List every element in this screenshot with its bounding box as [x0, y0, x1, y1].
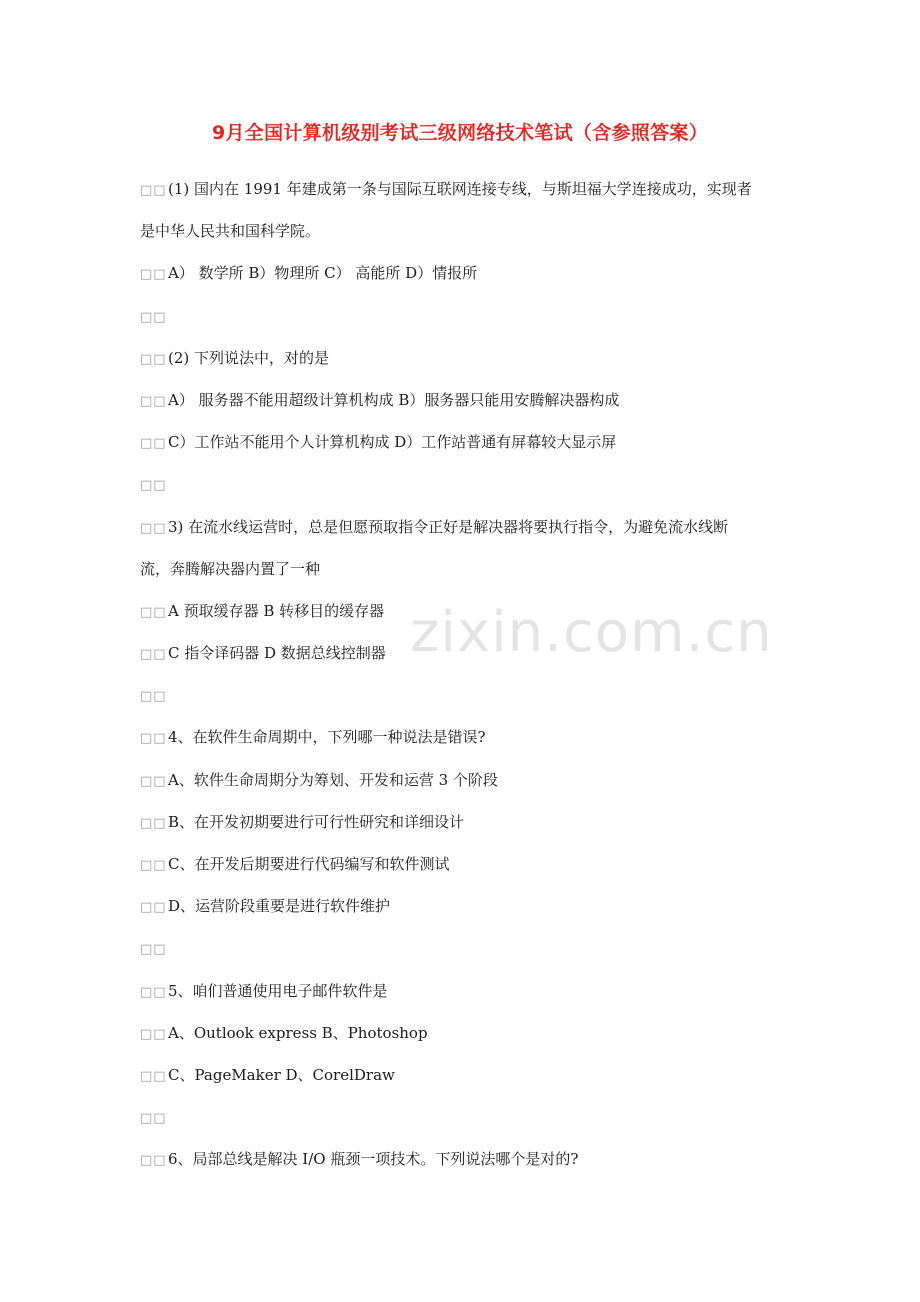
document-line [140, 210, 790, 252]
document-line [140, 337, 790, 379]
indent-marker: □□ [140, 731, 167, 747]
indent-marker: □□ [140, 1111, 167, 1127]
line-text: A） 数学所 B）物理所 C） 高能所 D）情报所 [168, 264, 478, 283]
indent-marker: □□ [140, 267, 167, 283]
line-text: 3) 在流水线运营时，总是但愿预取指令正好是解决器将要执行指令，为避免流水线断 [168, 517, 729, 536]
line-text: C）工作站不能用个人计算机构成 D）工作站普通有屏幕较大显示屏 [168, 433, 617, 452]
line-text: B、在开发初期要进行可行性研究和详细设计 [168, 812, 465, 831]
indent-marker: □□ [140, 858, 167, 873]
indent-marker: □□ [140, 647, 167, 663]
document-line [140, 1138, 790, 1180]
document-line [140, 632, 790, 674]
document-line [140, 252, 790, 294]
line-text: 5、咱们普通使用电子邮件软件是 [168, 981, 388, 1000]
indent-marker: □□ [140, 773, 167, 789]
line-text: A 预取缓存器 B 转移目的缓存器 [168, 601, 385, 620]
document-line [140, 1012, 790, 1054]
document-line [140, 295, 790, 337]
indent-marker: □□ [140, 1026, 167, 1042]
document-line [140, 759, 790, 801]
document-line [140, 674, 790, 716]
document-line [140, 970, 790, 1012]
document-line [140, 379, 790, 421]
indent-marker: □□ [140, 815, 167, 831]
document-line [140, 548, 790, 590]
document-line [140, 506, 790, 548]
line-text: C、在开发后期要进行代码编写和软件测试 [168, 855, 450, 873]
line-text: 6、局部总线是解决 I/O 瓶颈一项技术。下列说法哪个是对的? [168, 1150, 579, 1169]
line-text: C 指令译码器 D 数据总线控制器 [168, 644, 386, 663]
line-text: A、软件生命周期分为筹划、开发和运营 3 个阶段 [168, 770, 498, 789]
line-text: 流，奔腾解决器内置了一种 [140, 559, 321, 578]
document-line [140, 590, 790, 632]
line-text: A） 服务器不能用超级计算机构成 B）服务器只能用安腾解决器构成 [168, 390, 620, 409]
indent-marker: □□ [140, 351, 167, 367]
line-text: 是中华人民共和国科学院。 [140, 222, 321, 241]
indent-marker: □□ [140, 183, 167, 198]
document-line [140, 801, 790, 843]
indent-marker: □□ [140, 942, 167, 958]
document-line [140, 168, 790, 210]
indent-marker: □□ [140, 604, 167, 620]
indent-marker: □□ [140, 689, 167, 705]
document-line [140, 885, 790, 927]
indent-marker: □□ [140, 520, 167, 536]
document-line [140, 1096, 790, 1138]
document-line [140, 716, 790, 758]
indent-marker: □□ [140, 900, 167, 916]
line-text: 4、在软件生命周期中，下列哪一种说法是错误? [168, 728, 486, 747]
document-line [140, 421, 790, 463]
indent-marker: □□ [140, 1153, 167, 1169]
document-line [140, 843, 790, 885]
watermark: zixin.com.cn [410, 600, 773, 665]
document-line [140, 1054, 790, 1096]
line-text: (1) 国内在 1991 年建成第一条与国际互联网连接专线，与斯坦福大学连接成功，实现者 [168, 180, 752, 198]
document-title: 9月全国计算机级别考试三级网络技术笔试（含参照答案） [211, 122, 709, 144]
line-text: D、运营阶段重要是进行软件维护 [168, 897, 391, 916]
document-line [140, 927, 790, 969]
indent-marker: □□ [140, 984, 167, 1000]
indent-marker: □□ [140, 1068, 167, 1084]
indent-marker: □□ [140, 393, 167, 409]
line-text: A、Outlook express B、Photoshop [168, 1023, 428, 1042]
line-text: (2) 下列说法中，对的是 [168, 348, 330, 367]
document-line [140, 463, 790, 505]
indent-marker: □□ [140, 309, 167, 325]
document-body [140, 168, 790, 1181]
indent-marker: □□ [140, 478, 167, 494]
line-text: C、PageMaker D、CorelDraw [168, 1065, 395, 1084]
indent-marker: □□ [140, 436, 167, 452]
